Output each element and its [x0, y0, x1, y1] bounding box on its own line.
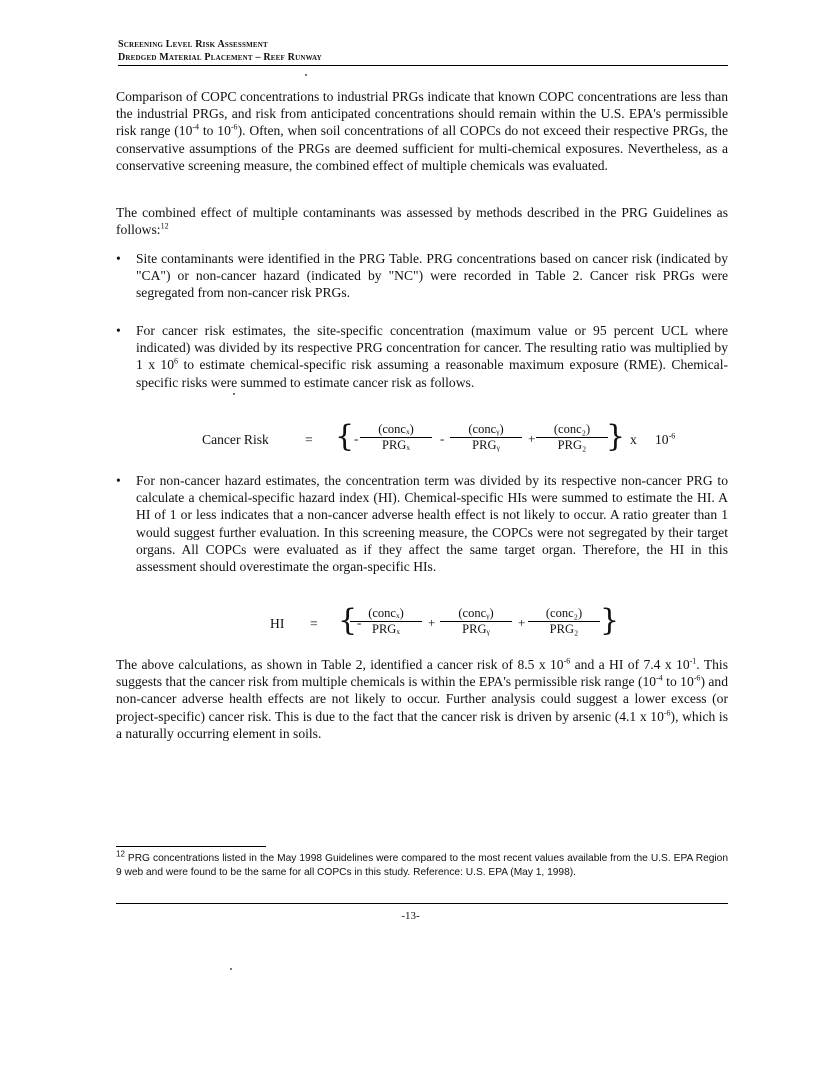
fraction-x: (concₓ) PRGₓ [356, 422, 436, 453]
equation-label: HI [270, 616, 285, 631]
para1-sup2: -6 [230, 122, 238, 132]
footnote-text: PRG concentrations listed in the May 1998 Guidelines were compared to the most recent values available from the U.S. EPA Region 9 web and were found to be the same for all COPCs in this study. Reference: U.S. EPA (May 1, 1998). [116, 853, 728, 878]
footnote-rule [116, 846, 266, 847]
footnote-number: 12 [116, 849, 125, 859]
paragraph-combined-effect [116, 204, 728, 238]
fraction-z: (conc₂) PRG₂ [532, 422, 612, 453]
operator-2: + [528, 431, 536, 446]
brace-open: { [335, 419, 355, 454]
para1-text-c: ). Often, when soil concentrations of all COPCs do not exceed their respective PRGs, the conservative assumptions of the PRGs are deemed sufficient for multi-chemical exposures. Nevertheless, as a conservative screening measure, the combined effect of multiple chemicals was evaluated. [116, 123, 729, 173]
bullet-icon: • [116, 473, 121, 488]
operator-1: + [428, 615, 436, 630]
times-sign: x [630, 432, 637, 447]
fraction-z: (conc₂) PRG₂ [524, 606, 604, 637]
bullet-item-hazard-index [116, 472, 728, 575]
fraction-y: (concᵧ) PRGᵧ [446, 422, 526, 453]
equals-sign: = [305, 432, 313, 447]
lead-operator: - [357, 615, 362, 630]
paragraph-results: The above calculations, as shown in Table 2, identified a cancer risk of 8.5 x $10^{-6}$ and a HI of 7.4 x $10^{-1}$. This suggests that the cancer risk from multiple chemicals is within the EPA's permissible risk range ($10^{-4}$ to $10^{-6}$) and non-cancer adverse health effects are not likely to occur. Further analysis could suggest a lower excess (or project-specific) cancer risk. This is due to the fact that the cancer risk is driven by arsenic (4.1 x $10^{-6}$), which is a naturally occurring element in soils. [116, 656, 729, 741]
cancer-risk-equation [0, 419, 821, 462]
equation-label: Cancer Risk [202, 432, 269, 447]
fraction-x: (concₓ) PRGₓ [346, 606, 426, 637]
footnote-ref[interactable]: 12 [160, 221, 169, 231]
footer-rule [116, 903, 728, 904]
header-title: Screening Level Risk Assessment [118, 39, 268, 50]
operator-1: - [440, 431, 445, 446]
bullet-item-cancer-risk [116, 322, 728, 391]
paragraph-copc-comparison [116, 88, 728, 174]
bullet2-text: For cancer risk estimates, the site-specific concentration (maximum value or 95 percent UCL where indicated) was divided by its respective PRG concentration for cancer. The resulting ratio was multiplied by 1 x $10^6$ to estimate chemical-specific risk assuming a reasonable maximum exposure (RME). Chemical-specific risks were summed to estimate cancer risk as follows. [136, 323, 728, 390]
fraction-y: (concᵧ) PRGᵧ [436, 606, 516, 637]
footnote [116, 849, 728, 880]
hazard-index-equation [0, 603, 821, 646]
bullet1-text: Site contaminants were identified in the PRG Table. PRG concentrations based on cancer risk (indicated by "CA") or non-cancer hazard (indicated by "NC") were recorded in Table 2. Cancer risk PRGs were segregated from non-cancer risk PRGs. [136, 251, 728, 301]
factor: $10^{-6}$ [655, 431, 676, 447]
header-rule [118, 65, 728, 66]
running-header [118, 38, 728, 66]
bullet-item-site-contaminants [116, 250, 728, 302]
para1-sup1: -4 [192, 122, 200, 132]
lead-operator: - [354, 431, 359, 446]
equals-sign: = [310, 616, 318, 631]
bullet-icon: • [116, 251, 121, 266]
brace-open: { [338, 603, 358, 638]
para2-text: The combined effect of multiple contaminants was assessed by methods described in the PRG Guidelines as follows: [116, 205, 728, 238]
scan-speck [305, 74, 307, 76]
scan-speck [233, 393, 235, 395]
bullet3-text: For non-cancer hazard estimates, the concentration term was divided by its respective non-cancer PRG to calculate a chemical-specific hazard index (HI). Chemical-specific HIs were summed to estimate the HI. A HI of 1 or less indicates that a non-cancer adverse health effect is not likely to occur. A ratio greater than 1 would suggest further evaluation. In this screening measure, the COPCs were not segregated by their target organs. All COPCs were evaluated as if they affect the same target organ. Therefore, the HI in this assessment should overestimate the organ-specific HIs. [136, 473, 728, 575]
bullet-icon: • [116, 323, 121, 338]
scan-speck [230, 968, 232, 970]
brace-close: } [600, 603, 620, 638]
page-number: -13- [401, 910, 420, 922]
para1-text-a: Comparison of COPC concentrations to industrial PRGs indicate that known COPC concentrations are less than the industrial PRGs, and risk from anticipated concentrations should remain within the U.S. EPA's permissible risk range (10 [116, 89, 728, 139]
operator-2: + [518, 615, 526, 630]
para1-text-b: to 10 [199, 123, 231, 139]
header-subtitle: Dredged Material Placement – Reef Runway [118, 52, 322, 63]
brace-close: } [606, 419, 626, 454]
